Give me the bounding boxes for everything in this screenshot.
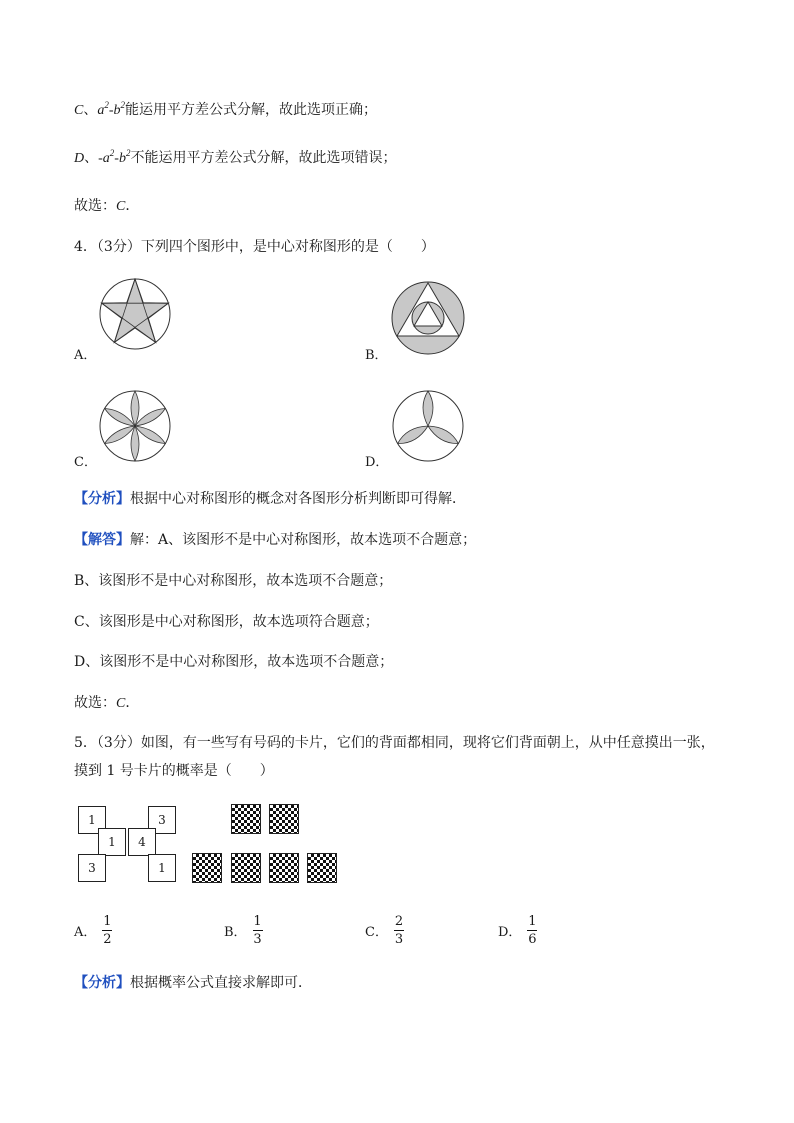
analysis-q4: 【分析】根据中心对称图形的概念对各图形分析判断即可得解． [74, 491, 466, 507]
answer-line-q3: 故选：C． [74, 198, 140, 214]
solution-q4-b: B、该图形不是中心对称图形，故本选项不合题意； [74, 573, 393, 589]
figure-b-triangle-in-circle [390, 280, 466, 356]
solution-q4-a: 【解答】解：A、该图形不是中心对称图形，故本选项不合题意； [74, 532, 477, 548]
option-a-label: A． [74, 348, 97, 363]
fraction: 1 3 [253, 914, 262, 947]
card-back [307, 853, 337, 883]
expression-d: $-a^2-b^2$ [98, 148, 131, 166]
fraction: 1 6 [528, 914, 537, 947]
question-5-line-1: 5．（3分）如图，有一些写有号码的卡片，它们的背面都相同，现将它们背面朝上，从中任意摸出一张， [74, 735, 715, 751]
card-back [192, 853, 222, 883]
question-4-text: 4．（3分）下列四个图形中，是中心对称图形的是（ ） [74, 239, 435, 255]
question-5-line-2: 摸到 1 号卡片的概率是（ ） [74, 763, 274, 779]
q5-option-c: C． 2 3 [365, 914, 404, 947]
answer-line-q4: 故选：C． [74, 695, 140, 711]
q5-option-a: A． 1 2 [74, 914, 112, 947]
figure-d-three-petals [391, 389, 465, 463]
card-back [269, 853, 299, 883]
fraction: 2 3 [394, 914, 404, 947]
expression-c: $a^2-b^2$ [97, 100, 126, 118]
option-d-line: D、$-a^2-b^2$不能运用平方差公式分解，故此选项错误； [74, 148, 397, 166]
card-back [269, 804, 299, 834]
number-card: 4 [128, 828, 156, 856]
card-back [231, 853, 261, 883]
number-card: 1 [148, 854, 176, 882]
analysis-q5: 【分析】根据概率公式直接求解即可． [74, 975, 312, 991]
number-card: 1 [98, 828, 126, 856]
option-b-label: B． [365, 348, 388, 363]
card-back [231, 804, 261, 834]
fraction: 1 2 [103, 914, 112, 947]
figure-c-six-petals [98, 389, 172, 463]
option-d-label: D． [365, 455, 389, 470]
solution-q4-c: C、该图形是中心对称图形，故本选项符合题意； [74, 614, 379, 630]
number-card: 1 [78, 806, 106, 834]
number-card: 3 [78, 854, 106, 882]
option-c-label: C． [74, 455, 97, 470]
option-c-line: C、$a^2-b^2$能运用平方差公式分解，故此选项正确； [74, 100, 378, 118]
number-card: 3 [148, 806, 176, 834]
q5-option-d: D． 1 6 [498, 914, 537, 947]
figure-a-star-in-circle [97, 278, 175, 352]
q5-option-b: B． 1 3 [224, 914, 262, 947]
solution-q4-d: D、该图形不是中心对称图形，故本选项不合题意； [74, 654, 394, 670]
